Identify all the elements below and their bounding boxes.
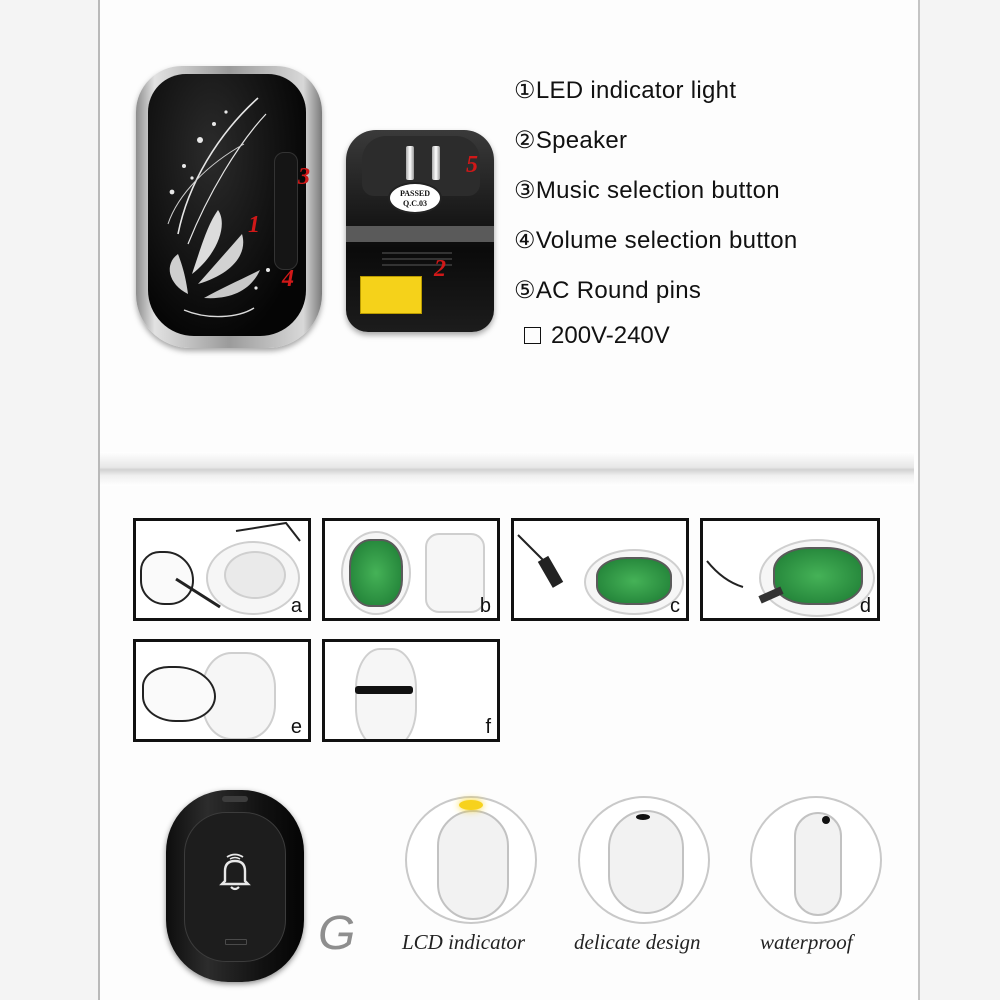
push-button-face — [184, 812, 286, 962]
warning-label — [360, 276, 422, 314]
battery-graphic — [703, 521, 877, 618]
side-button-panel — [274, 152, 298, 270]
button-graphic — [437, 810, 509, 920]
legend-text: Speaker — [535, 127, 628, 154]
legend-marker: ⑤ — [514, 277, 536, 304]
caption-waterproof: waterproof — [760, 930, 853, 954]
feature-legend — [514, 74, 914, 324]
legend-text: Music selection button — [535, 177, 780, 204]
step-panel-c — [511, 518, 689, 621]
button-graphic — [608, 810, 684, 914]
voltage-rating — [524, 322, 670, 350]
seal-line-1: PASSED — [399, 189, 431, 198]
bell-icon — [217, 851, 253, 893]
caption-delicate-design: delicate design — [574, 930, 701, 954]
callout-3: 3 — [298, 164, 310, 190]
feature-waterproof — [750, 796, 882, 924]
ac-pin-right — [432, 146, 440, 180]
callout-5: 5 — [466, 152, 478, 178]
step-panel-b — [322, 518, 500, 621]
step-letter: f — [485, 716, 491, 738]
back-cover-graphic — [425, 533, 485, 613]
legend-marker: ① — [514, 77, 536, 104]
callout-1: 1 — [248, 212, 260, 238]
battery-graphic — [514, 521, 686, 618]
step-panel-a — [133, 518, 311, 621]
circuit-board-graphic — [349, 539, 403, 607]
led-dot-graphic — [822, 816, 830, 824]
battery-slot — [225, 939, 247, 945]
step-panel-e — [133, 639, 311, 742]
screwdriver-graphic — [136, 521, 308, 618]
legend-item — [514, 274, 914, 324]
legend-item — [514, 174, 914, 224]
step-letter: a — [290, 595, 302, 617]
receiver-unit — [136, 66, 322, 348]
legend-text: LED indicator light — [535, 77, 737, 104]
model-label: G — [318, 907, 356, 960]
ac-pin-left — [406, 146, 414, 180]
feature-delicate-design — [578, 796, 710, 924]
legend-item — [514, 74, 914, 124]
feature-lcd-indicator — [405, 796, 537, 924]
step-letter: d — [859, 595, 871, 617]
button-side-graphic — [794, 812, 842, 916]
passed-seal — [388, 182, 442, 214]
step-panel-f — [322, 639, 500, 742]
glowing-led-graphic — [459, 800, 483, 810]
checkbox-icon — [524, 327, 541, 344]
legend-text: AC Round pins — [535, 277, 702, 304]
step-letter: e — [290, 716, 302, 738]
plug-trim-band — [346, 226, 494, 242]
callout-4: 4 — [282, 266, 294, 292]
legend-text: Volume selection button — [535, 227, 798, 254]
led-dot-graphic — [636, 814, 650, 820]
seal-line-2: Q.C.03 — [403, 199, 427, 208]
legend-item — [514, 224, 914, 274]
page-fold — [100, 452, 914, 486]
step-letter: b — [479, 595, 491, 617]
doorbell-transmitter — [166, 790, 304, 982]
voltage-text: 200V-240V — [551, 322, 670, 349]
step-panel-d — [700, 518, 880, 621]
callout-2: 2 — [434, 256, 446, 282]
button-side-graphic — [355, 648, 417, 742]
step-letter: c — [670, 595, 680, 617]
mounting-strap-graphic — [355, 686, 413, 694]
legend-marker: ② — [514, 127, 536, 154]
caption-lcd-indicator: LCD indicator — [402, 930, 526, 954]
legend-marker: ④ — [514, 227, 536, 254]
led-indicator — [222, 796, 248, 802]
legend-item — [514, 124, 914, 174]
legend-marker: ③ — [514, 177, 536, 204]
